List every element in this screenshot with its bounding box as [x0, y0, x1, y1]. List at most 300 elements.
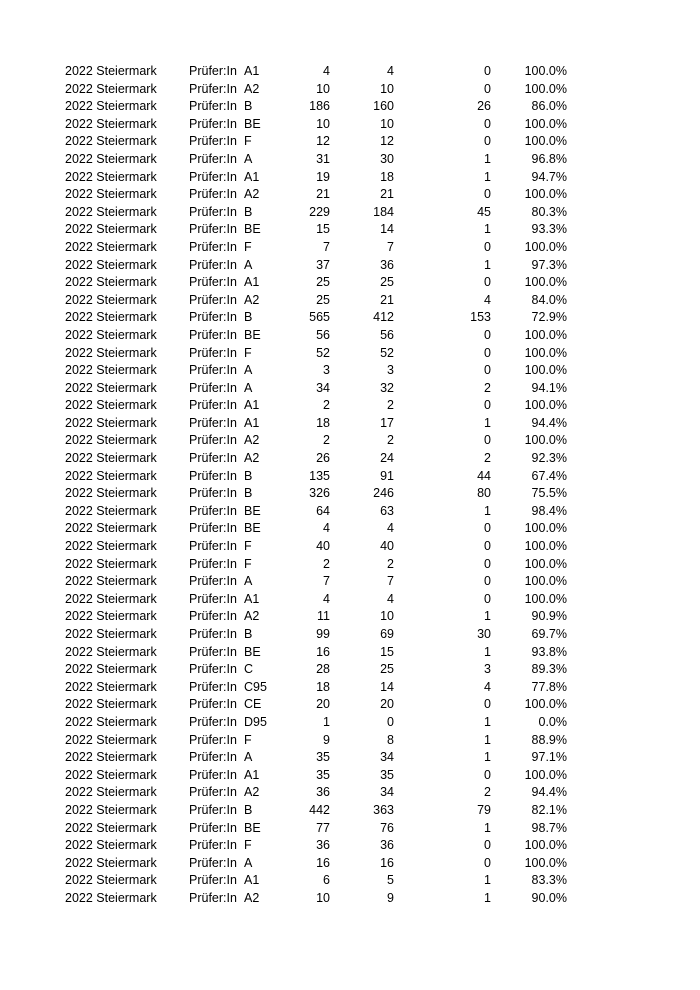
passed-count-cell: 25	[380, 275, 394, 290]
total-count-cell: 3	[323, 363, 330, 378]
passed-count-cell: 17	[380, 415, 394, 430]
total-count-cell: 10	[316, 116, 330, 131]
examiner-role-cell: Prüfer:In	[189, 468, 237, 483]
passed-count-cell: 412	[373, 310, 394, 325]
table-row	[0, 784, 700, 802]
failed-count-cell: 0	[484, 574, 491, 589]
table-row	[0, 872, 700, 890]
year-region-cell: 2022 Steiermark	[65, 380, 157, 395]
year-region-cell: 2022 Steiermark	[65, 732, 157, 747]
failed-count-cell: 30	[477, 627, 491, 641]
failed-count-cell: 0	[484, 64, 491, 78]
table-row	[0, 345, 700, 363]
table-row	[0, 837, 700, 855]
year-region-cell: 2022 Steiermark	[65, 714, 157, 729]
total-count-cell: 10	[316, 890, 330, 905]
total-count-cell: 442	[309, 802, 330, 817]
passed-count-cell: 34	[380, 785, 394, 800]
examiner-role-cell: Prüfer:In	[189, 327, 237, 342]
total-count-cell: 18	[316, 415, 330, 430]
table-row	[0, 485, 700, 503]
failed-count-cell: 0	[484, 556, 491, 571]
examiner-role-cell: Prüfer:In	[189, 838, 237, 853]
failed-count-cell: 79	[477, 802, 491, 817]
pass-rate-cell: 0.0%	[538, 714, 567, 729]
failed-count-cell: 2	[484, 785, 491, 800]
license-class-cell: A	[244, 257, 253, 272]
failed-count-cell: 1	[484, 644, 491, 659]
pass-rate-cell: 100.0%	[524, 239, 567, 254]
table-row	[0, 380, 700, 398]
pass-rate-cell: 90.9%	[531, 609, 567, 624]
license-class-cell: B	[244, 802, 253, 817]
failed-count-cell: 1	[484, 169, 491, 184]
passed-count-cell: 8	[387, 732, 394, 747]
license-class-cell: A2	[244, 890, 260, 905]
license-class-cell: F	[244, 732, 252, 747]
passed-count-cell: 10	[380, 81, 394, 96]
year-region-cell: 2022 Steiermark	[65, 468, 157, 483]
passed-count-cell: 76	[380, 820, 394, 835]
passed-count-cell: 160	[373, 99, 394, 114]
pass-rate-cell: 90.0%	[531, 890, 567, 905]
license-class-cell: A1	[244, 275, 260, 290]
pass-rate-cell: 89.3%	[531, 662, 567, 677]
total-count-cell: 326	[309, 486, 330, 501]
examiner-role-cell: Prüfer:In	[189, 750, 237, 765]
pass-rate-cell: 94.4%	[531, 415, 567, 430]
table-row	[0, 890, 700, 908]
failed-count-cell: 45	[477, 204, 491, 219]
table-row	[0, 257, 700, 275]
examiner-role-cell: Prüfer:In	[189, 679, 237, 694]
table-row	[0, 608, 700, 626]
pass-rate-cell: 100.0%	[524, 539, 567, 554]
table-row	[0, 169, 700, 187]
license-class-cell: B	[244, 627, 253, 641]
pass-rate-cell: 100.0%	[524, 398, 567, 413]
failed-count-cell: 153	[470, 310, 491, 325]
examiner-role-cell: Prüfer:In	[189, 503, 237, 518]
license-class-cell: A	[244, 750, 253, 765]
failed-count-cell: 1	[484, 890, 491, 905]
year-region-cell: 2022 Steiermark	[65, 99, 157, 114]
total-count-cell: 2	[323, 433, 330, 448]
examiner-role-cell: Prüfer:In	[189, 732, 237, 747]
pass-rate-cell: 100.0%	[524, 838, 567, 853]
examiner-role-cell: Prüfer:In	[189, 81, 237, 96]
total-count-cell: 36	[316, 838, 330, 853]
failed-count-cell: 2	[484, 451, 491, 466]
total-count-cell: 26	[316, 451, 330, 466]
examiner-role-cell: Prüfer:In	[189, 662, 237, 677]
pass-rate-cell: 92.3%	[531, 451, 567, 466]
table-row	[0, 186, 700, 204]
table-row	[0, 520, 700, 538]
total-count-cell: 4	[323, 591, 330, 606]
passed-count-cell: 15	[380, 644, 394, 659]
examiner-role-cell: Prüfer:In	[189, 275, 237, 290]
license-class-cell: F	[244, 239, 252, 254]
failed-count-cell: 0	[484, 275, 491, 290]
failed-count-cell: 0	[484, 767, 491, 782]
table-row	[0, 820, 700, 838]
examiner-role-cell: Prüfer:In	[189, 873, 237, 888]
passed-count-cell: 4	[387, 591, 394, 606]
data-table	[0, 63, 700, 908]
license-class-cell: A2	[244, 451, 260, 466]
failed-count-cell: 0	[484, 433, 491, 448]
passed-count-cell: 7	[387, 239, 394, 254]
examiner-role-cell: Prüfer:In	[189, 345, 237, 360]
passed-count-cell: 12	[380, 134, 394, 149]
license-class-cell: A	[244, 855, 253, 870]
examiner-role-cell: Prüfer:In	[189, 64, 237, 78]
total-count-cell: 19	[316, 169, 330, 184]
license-class-cell: F	[244, 134, 252, 149]
total-count-cell: 12	[316, 134, 330, 149]
license-class-cell: D95	[244, 714, 267, 729]
pass-rate-cell: 67.4%	[531, 468, 567, 483]
failed-count-cell: 2	[484, 380, 491, 395]
year-region-cell: 2022 Steiermark	[65, 415, 157, 430]
examiner-role-cell: Prüfer:In	[189, 151, 237, 166]
license-class-cell: A	[244, 363, 253, 378]
pass-rate-cell: 100.0%	[524, 345, 567, 360]
failed-count-cell: 0	[484, 327, 491, 342]
pass-rate-cell: 100.0%	[524, 64, 567, 78]
table-row	[0, 116, 700, 134]
failed-count-cell: 0	[484, 838, 491, 853]
total-count-cell: 34	[316, 380, 330, 395]
failed-count-cell: 0	[484, 116, 491, 131]
failed-count-cell: 4	[484, 292, 491, 307]
failed-count-cell: 1	[484, 222, 491, 237]
failed-count-cell: 1	[484, 820, 491, 835]
total-count-cell: 11	[317, 609, 330, 624]
total-count-cell: 40	[316, 539, 330, 554]
total-count-cell: 36	[316, 785, 330, 800]
failed-count-cell: 0	[484, 363, 491, 378]
passed-count-cell: 14	[380, 222, 394, 237]
failed-count-cell: 0	[484, 398, 491, 413]
examiner-role-cell: Prüfer:In	[189, 363, 237, 378]
passed-count-cell: 56	[380, 327, 394, 342]
pass-rate-cell: 83.3%	[531, 873, 567, 888]
failed-count-cell: 1	[484, 714, 491, 729]
passed-count-cell: 20	[380, 697, 394, 712]
pass-rate-cell: 94.1%	[531, 380, 567, 395]
failed-count-cell: 0	[484, 239, 491, 254]
table-row	[0, 573, 700, 591]
total-count-cell: 6	[323, 873, 330, 888]
table-row	[0, 432, 700, 450]
examiner-role-cell: Prüfer:In	[189, 820, 237, 835]
year-region-cell: 2022 Steiermark	[65, 363, 157, 378]
year-region-cell: 2022 Steiermark	[65, 503, 157, 518]
year-region-cell: 2022 Steiermark	[65, 151, 157, 166]
passed-count-cell: 4	[387, 521, 394, 536]
failed-count-cell: 0	[484, 134, 491, 149]
table-row	[0, 538, 700, 556]
failed-count-cell: 1	[484, 503, 491, 518]
pass-rate-cell: 98.4%	[531, 503, 567, 518]
license-class-cell: A	[244, 151, 253, 166]
examiner-role-cell: Prüfer:In	[189, 714, 237, 729]
examiner-role-cell: Prüfer:In	[189, 890, 237, 905]
examiner-role-cell: Prüfer:In	[189, 574, 237, 589]
passed-count-cell: 5	[387, 873, 394, 888]
pass-rate-cell: 94.4%	[531, 785, 567, 800]
license-class-cell: BE	[244, 327, 261, 342]
pass-rate-cell: 98.7%	[531, 820, 567, 835]
license-class-cell: CE	[244, 697, 262, 712]
total-count-cell: 2	[323, 398, 330, 413]
passed-count-cell: 25	[380, 662, 394, 677]
failed-count-cell: 1	[484, 732, 491, 747]
failed-count-cell: 80	[477, 486, 491, 501]
failed-count-cell: 1	[484, 257, 491, 272]
passed-count-cell: 69	[380, 627, 394, 641]
total-count-cell: 35	[316, 767, 330, 782]
license-class-cell: A1	[244, 398, 260, 413]
failed-count-cell: 44	[477, 468, 491, 483]
pass-rate-cell: 100.0%	[524, 327, 567, 342]
year-region-cell: 2022 Steiermark	[65, 697, 157, 712]
license-class-cell: A1	[244, 591, 260, 606]
table-row	[0, 415, 700, 433]
failed-count-cell: 1	[484, 151, 491, 166]
total-count-cell: 52	[316, 345, 330, 360]
license-class-cell: B	[244, 99, 253, 114]
total-count-cell: 16	[316, 644, 330, 659]
year-region-cell: 2022 Steiermark	[65, 134, 157, 149]
table-row	[0, 274, 700, 292]
pass-rate-cell: 97.1%	[531, 750, 567, 765]
license-class-cell: C	[244, 662, 254, 677]
total-count-cell: 10	[316, 81, 330, 96]
total-count-cell: 2	[323, 556, 330, 571]
license-class-cell: BE	[244, 644, 261, 659]
examiner-role-cell: Prüfer:In	[189, 767, 237, 782]
examiner-role-cell: Prüfer:In	[189, 627, 237, 641]
passed-count-cell: 40	[380, 539, 394, 554]
passed-count-cell: 32	[380, 380, 394, 395]
examiner-role-cell: Prüfer:In	[189, 257, 237, 272]
table-row	[0, 591, 700, 609]
passed-count-cell: 52	[380, 345, 394, 360]
passed-count-cell: 63	[380, 503, 394, 518]
table-row	[0, 327, 700, 345]
year-region-cell: 2022 Steiermark	[65, 398, 157, 413]
examiner-role-cell: Prüfer:In	[189, 521, 237, 536]
year-region-cell: 2022 Steiermark	[65, 873, 157, 888]
pass-rate-cell: 100.0%	[524, 855, 567, 870]
table-row	[0, 81, 700, 99]
pass-rate-cell: 93.8%	[531, 644, 567, 659]
year-region-cell: 2022 Steiermark	[65, 574, 157, 589]
year-region-cell: 2022 Steiermark	[65, 521, 157, 536]
pass-rate-cell: 100.0%	[524, 556, 567, 571]
table-row	[0, 151, 700, 169]
license-class-cell: A	[244, 380, 253, 395]
examiner-role-cell: Prüfer:In	[189, 415, 237, 430]
pass-rate-cell: 100.0%	[524, 591, 567, 606]
failed-count-cell: 4	[484, 679, 491, 694]
table-row	[0, 714, 700, 732]
total-count-cell: 21	[316, 187, 330, 202]
passed-count-cell: 35	[380, 767, 394, 782]
passed-count-cell: 2	[387, 433, 394, 448]
license-class-cell: BE	[244, 521, 261, 536]
passed-count-cell: 0	[387, 714, 394, 729]
examiner-role-cell: Prüfer:In	[189, 134, 237, 149]
examiner-role-cell: Prüfer:In	[189, 591, 237, 606]
year-region-cell: 2022 Steiermark	[65, 64, 157, 78]
table-row	[0, 362, 700, 380]
total-count-cell: 9	[323, 732, 330, 747]
total-count-cell: 37	[316, 257, 330, 272]
table-row	[0, 63, 700, 81]
table-row	[0, 802, 700, 820]
year-region-cell: 2022 Steiermark	[65, 204, 157, 219]
total-count-cell: 18	[316, 679, 330, 694]
year-region-cell: 2022 Steiermark	[65, 644, 157, 659]
pass-rate-cell: 100.0%	[524, 574, 567, 589]
total-count-cell: 15	[316, 222, 330, 237]
examiner-role-cell: Prüfer:In	[189, 292, 237, 307]
examiner-role-cell: Prüfer:In	[189, 204, 237, 219]
year-region-cell: 2022 Steiermark	[65, 81, 157, 96]
pass-rate-cell: 100.0%	[524, 363, 567, 378]
license-class-cell: F	[244, 556, 252, 571]
failed-count-cell: 1	[484, 415, 491, 430]
pass-rate-cell: 100.0%	[524, 116, 567, 131]
year-region-cell: 2022 Steiermark	[65, 556, 157, 571]
failed-count-cell: 1	[484, 609, 491, 624]
failed-count-cell: 3	[484, 662, 491, 677]
year-region-cell: 2022 Steiermark	[65, 451, 157, 466]
year-region-cell: 2022 Steiermark	[65, 855, 157, 870]
pass-rate-cell: 100.0%	[524, 433, 567, 448]
total-count-cell: 135	[309, 468, 330, 483]
table-row	[0, 309, 700, 327]
pass-rate-cell: 75.5%	[531, 486, 567, 501]
table-row	[0, 450, 700, 468]
license-class-cell: A1	[244, 873, 260, 888]
license-class-cell: A2	[244, 609, 260, 624]
license-class-cell: A2	[244, 433, 260, 448]
year-region-cell: 2022 Steiermark	[65, 327, 157, 342]
passed-count-cell: 10	[380, 116, 394, 131]
total-count-cell: 4	[323, 521, 330, 536]
total-count-cell: 25	[316, 275, 330, 290]
total-count-cell: 20	[316, 697, 330, 712]
passed-count-cell: 2	[387, 398, 394, 413]
license-class-cell: A1	[244, 64, 260, 78]
passed-count-cell: 7	[387, 574, 394, 589]
table-row	[0, 204, 700, 222]
passed-count-cell: 36	[380, 838, 394, 853]
passed-count-cell: 36	[380, 257, 394, 272]
pass-rate-cell: 97.3%	[531, 257, 567, 272]
year-region-cell: 2022 Steiermark	[65, 275, 157, 290]
year-region-cell: 2022 Steiermark	[65, 433, 157, 448]
pass-rate-cell: 86.0%	[531, 99, 567, 114]
examiner-role-cell: Prüfer:In	[189, 802, 237, 817]
table-row	[0, 626, 700, 644]
pass-rate-cell: 84.0%	[531, 292, 567, 307]
table-row	[0, 679, 700, 697]
pass-rate-cell: 94.7%	[531, 169, 567, 184]
total-count-cell: 77	[316, 820, 330, 835]
year-region-cell: 2022 Steiermark	[65, 222, 157, 237]
total-count-cell: 4	[323, 64, 330, 78]
table-row	[0, 98, 700, 116]
license-class-cell: F	[244, 838, 252, 853]
failed-count-cell: 0	[484, 187, 491, 202]
pass-rate-cell: 100.0%	[524, 134, 567, 149]
total-count-cell: 7	[323, 239, 330, 254]
license-class-cell: BE	[244, 222, 261, 237]
table-row	[0, 855, 700, 873]
table-row	[0, 468, 700, 486]
year-region-cell: 2022 Steiermark	[65, 310, 157, 325]
license-class-cell: A	[244, 574, 253, 589]
passed-count-cell: 9	[387, 890, 394, 905]
total-count-cell: 7	[323, 574, 330, 589]
license-class-cell: BE	[244, 503, 261, 518]
examiner-role-cell: Prüfer:In	[189, 99, 237, 114]
pass-rate-cell: 72.9%	[531, 310, 567, 325]
year-region-cell: 2022 Steiermark	[65, 239, 157, 254]
year-region-cell: 2022 Steiermark	[65, 785, 157, 800]
table-row	[0, 221, 700, 239]
pass-rate-cell: 100.0%	[524, 521, 567, 536]
year-region-cell: 2022 Steiermark	[65, 609, 157, 624]
table-row	[0, 239, 700, 257]
table-row	[0, 133, 700, 151]
year-region-cell: 2022 Steiermark	[65, 750, 157, 765]
year-region-cell: 2022 Steiermark	[65, 679, 157, 694]
passed-count-cell: 24	[380, 451, 394, 466]
pass-rate-cell: 69.7%	[531, 627, 567, 641]
passed-count-cell: 16	[380, 855, 394, 870]
examiner-role-cell: Prüfer:In	[189, 451, 237, 466]
failed-count-cell: 0	[484, 591, 491, 606]
examiner-role-cell: Prüfer:In	[189, 609, 237, 624]
failed-count-cell: 1	[484, 873, 491, 888]
passed-count-cell: 14	[380, 679, 394, 694]
total-count-cell: 25	[316, 292, 330, 307]
table-row	[0, 661, 700, 679]
passed-count-cell: 4	[387, 64, 394, 78]
table-row	[0, 556, 700, 574]
passed-count-cell: 21	[380, 187, 394, 202]
examiner-role-cell: Prüfer:In	[189, 380, 237, 395]
failed-count-cell: 0	[484, 521, 491, 536]
license-class-cell: B	[244, 310, 253, 325]
license-class-cell: A1	[244, 169, 260, 184]
pass-rate-cell: 96.8%	[531, 151, 567, 166]
examiner-role-cell: Prüfer:In	[189, 785, 237, 800]
examiner-role-cell: Prüfer:In	[189, 539, 237, 554]
total-count-cell: 99	[316, 627, 330, 641]
failed-count-cell: 0	[484, 697, 491, 712]
total-count-cell: 56	[316, 327, 330, 342]
license-class-cell: A1	[244, 767, 260, 782]
pass-rate-cell: 77.8%	[531, 679, 567, 694]
